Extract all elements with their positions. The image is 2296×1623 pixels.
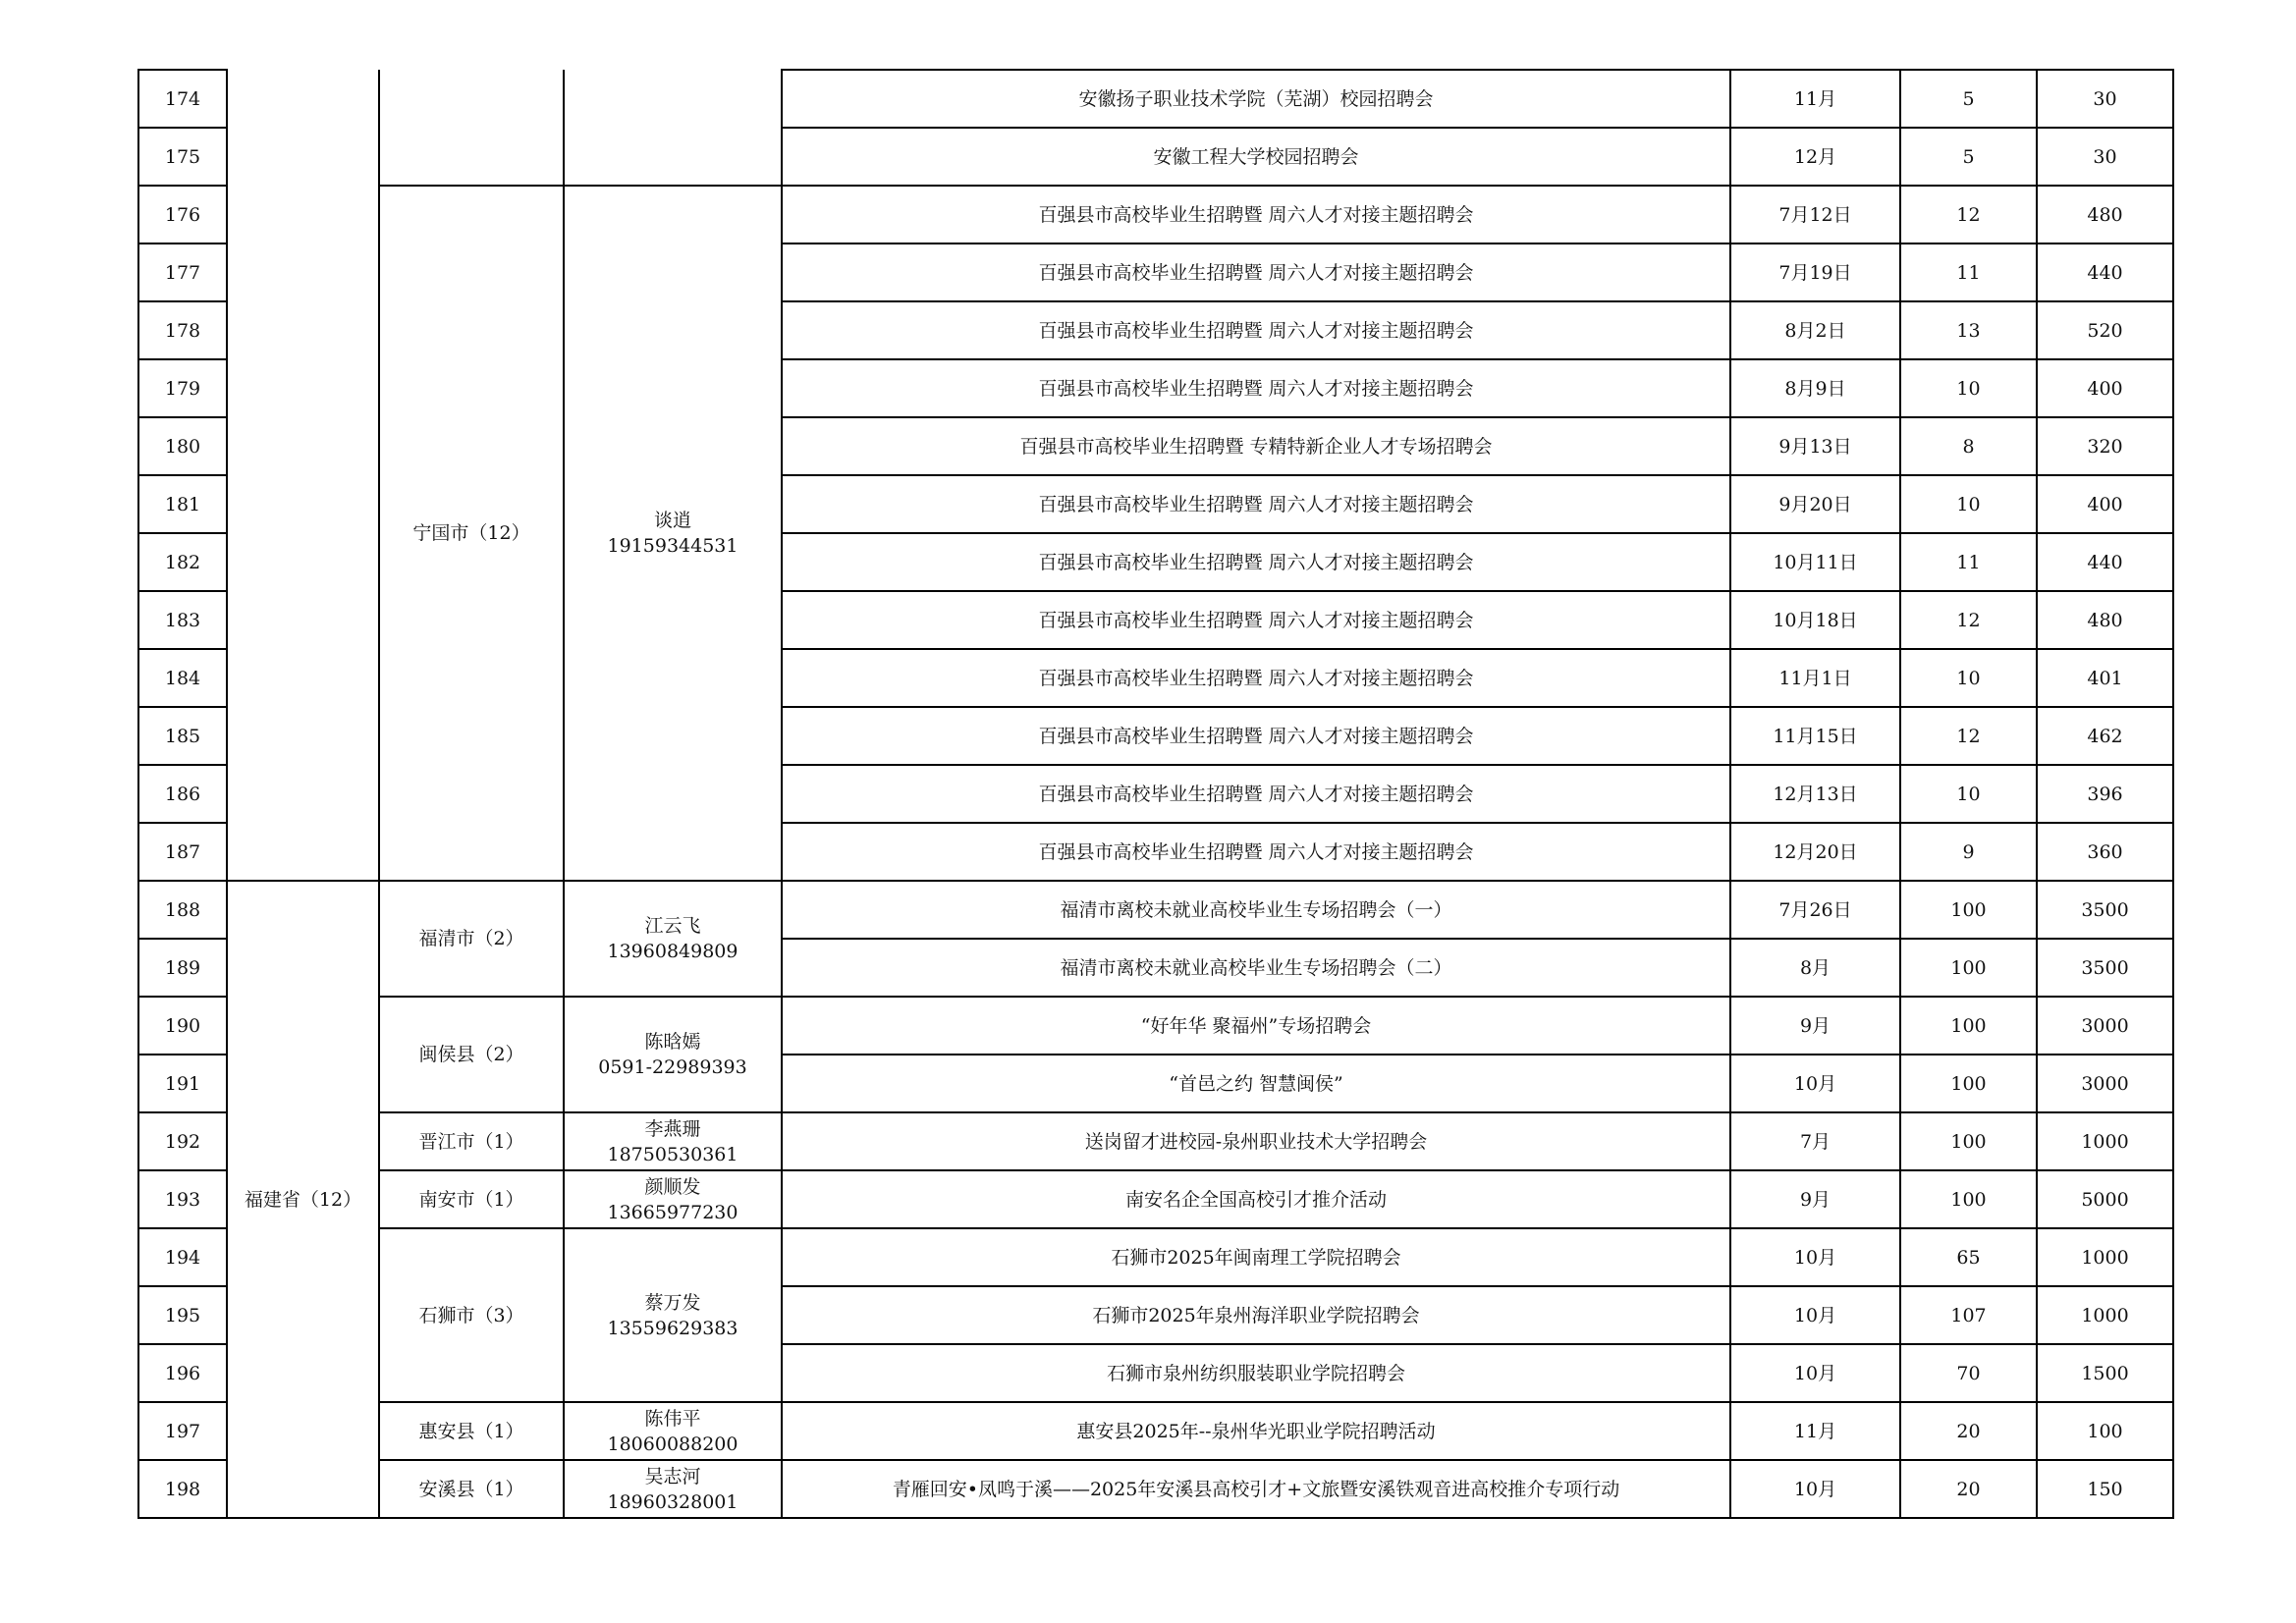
fair-title: 百强县市高校毕业生招聘暨 周六人才对接主题招聘会 <box>782 475 1730 533</box>
company-count: 20 <box>1900 1460 2037 1518</box>
city-cell: 福清市（2） <box>379 881 564 997</box>
fair-date: 8月 <box>1730 939 1900 997</box>
company-count: 100 <box>1900 1112 2037 1170</box>
contact-phone: 0591-22989393 <box>598 1056 747 1078</box>
fair-date: 10月18日 <box>1730 591 1900 649</box>
company-count: 12 <box>1900 707 2037 765</box>
table-row <box>138 1402 2173 1460</box>
contact-name: 谈逍 <box>653 510 691 531</box>
contact-phone: 13960849809 <box>607 941 738 962</box>
city-cell: 宁国市（12） <box>379 186 564 881</box>
contact-name: 陈伟平 <box>644 1407 701 1430</box>
city-cell: 南安市（1） <box>379 1170 564 1228</box>
province-cell <box>227 70 379 881</box>
company-count: 10 <box>1900 765 2037 823</box>
contact-name: 李燕珊 <box>644 1117 701 1140</box>
job-count: 30 <box>2037 128 2173 186</box>
job-count: 400 <box>2037 359 2173 417</box>
row-number: 187 <box>138 823 227 881</box>
contact-phone: 18960328001 <box>607 1490 738 1513</box>
table-row <box>138 1112 2173 1170</box>
company-count: 12 <box>1900 186 2037 243</box>
city-cell: 石狮市（3） <box>379 1228 564 1402</box>
row-number: 177 <box>138 243 227 301</box>
row-number: 186 <box>138 765 227 823</box>
job-count: 396 <box>2037 765 2173 823</box>
row-number: 178 <box>138 301 227 359</box>
contact-cell <box>564 1460 782 1518</box>
job-count: 462 <box>2037 707 2173 765</box>
job-count: 320 <box>2037 417 2173 475</box>
fair-title: 安徽扬子职业技术学院（芜湖）校园招聘会 <box>782 70 1730 128</box>
company-count: 13 <box>1900 301 2037 359</box>
table-row <box>138 186 2173 243</box>
row-number: 174 <box>138 70 227 128</box>
row-number: 188 <box>138 881 227 939</box>
contact-phone: 19159344531 <box>607 535 738 557</box>
city-cell: 闽侯县（2） <box>379 997 564 1112</box>
job-count: 480 <box>2037 186 2173 243</box>
job-count: 400 <box>2037 475 2173 533</box>
row-number: 196 <box>138 1344 227 1402</box>
job-count: 440 <box>2037 533 2173 591</box>
job-count: 1000 <box>2037 1286 2173 1344</box>
fair-date: 9月 <box>1730 997 1900 1055</box>
job-count: 5000 <box>2037 1170 2173 1228</box>
row-number: 195 <box>138 1286 227 1344</box>
fair-date: 11月 <box>1730 70 1900 128</box>
company-count: 100 <box>1900 881 2037 939</box>
company-count: 11 <box>1900 533 2037 591</box>
row-number: 182 <box>138 533 227 591</box>
fair-date: 12月13日 <box>1730 765 1900 823</box>
job-count: 3500 <box>2037 881 2173 939</box>
table-row <box>138 1228 2173 1286</box>
contact-name: 颜顺发 <box>644 1175 701 1198</box>
contact-cell <box>564 70 782 186</box>
job-count: 100 <box>2037 1402 2173 1460</box>
fair-date: 7月26日 <box>1730 881 1900 939</box>
fair-title: 惠安县2025年--泉州华光职业学院招聘活动 <box>782 1402 1730 1460</box>
fair-date: 7月19日 <box>1730 243 1900 301</box>
fair-title: 石狮市2025年泉州海洋职业学院招聘会 <box>782 1286 1730 1344</box>
table-row <box>138 881 2173 939</box>
fair-date: 8月2日 <box>1730 301 1900 359</box>
fair-date: 11月15日 <box>1730 707 1900 765</box>
row-number: 191 <box>138 1055 227 1112</box>
fair-title: 百强县市高校毕业生招聘暨 周六人才对接主题招聘会 <box>782 243 1730 301</box>
job-fair-table <box>137 69 2174 1519</box>
contact-cell <box>564 881 782 997</box>
fair-date: 12月 <box>1730 128 1900 186</box>
company-count: 70 <box>1900 1344 2037 1402</box>
company-count: 11 <box>1900 243 2037 301</box>
fair-title: 福清市离校未就业高校毕业生专场招聘会（一） <box>782 881 1730 939</box>
fair-date: 9月20日 <box>1730 475 1900 533</box>
job-count: 401 <box>2037 649 2173 707</box>
fair-title: 百强县市高校毕业生招聘暨 周六人才对接主题招聘会 <box>782 765 1730 823</box>
row-number: 184 <box>138 649 227 707</box>
fair-title: “好年华 聚福州”专场招聘会 <box>782 997 1730 1055</box>
company-count: 9 <box>1900 823 2037 881</box>
contact-cell <box>564 1170 782 1228</box>
company-count: 100 <box>1900 997 2037 1055</box>
company-count: 10 <box>1900 359 2037 417</box>
job-count: 480 <box>2037 591 2173 649</box>
job-count: 1500 <box>2037 1344 2173 1402</box>
company-count: 65 <box>1900 1228 2037 1286</box>
job-count: 360 <box>2037 823 2173 881</box>
fair-date: 10月 <box>1730 1344 1900 1402</box>
contact-cell <box>564 186 782 881</box>
city-cell: 惠安县（1） <box>379 1402 564 1460</box>
fair-date: 9月13日 <box>1730 417 1900 475</box>
row-number: 197 <box>138 1402 227 1460</box>
company-count: 100 <box>1900 1055 2037 1112</box>
table-row <box>138 1170 2173 1228</box>
contact-name: 江云飞 <box>644 915 701 937</box>
company-count: 100 <box>1900 939 2037 997</box>
fair-date: 10月 <box>1730 1228 1900 1286</box>
row-number: 193 <box>138 1170 227 1228</box>
fair-title: 南安名企全国高校引才推介活动 <box>782 1170 1730 1228</box>
contact-phone: 18060088200 <box>607 1433 738 1455</box>
fair-date: 11月1日 <box>1730 649 1900 707</box>
job-count: 150 <box>2037 1460 2173 1518</box>
city-cell <box>379 70 564 186</box>
province-cell: 福建省（12） <box>227 881 379 1518</box>
company-count: 5 <box>1900 128 2037 186</box>
company-count: 10 <box>1900 475 2037 533</box>
fair-title: 百强县市高校毕业生招聘暨 周六人才对接主题招聘会 <box>782 301 1730 359</box>
row-number: 192 <box>138 1112 227 1170</box>
fair-title: 百强县市高校毕业生招聘暨 专精特新企业人才专场招聘会 <box>782 417 1730 475</box>
contact-name: 陈晗嫣 <box>644 1031 701 1053</box>
company-count: 107 <box>1900 1286 2037 1344</box>
fair-title: 百强县市高校毕业生招聘暨 周六人才对接主题招聘会 <box>782 591 1730 649</box>
fair-date: 10月 <box>1730 1286 1900 1344</box>
job-count: 3000 <box>2037 997 2173 1055</box>
fair-date: 7月 <box>1730 1112 1900 1170</box>
contact-cell <box>564 1228 782 1402</box>
job-count: 520 <box>2037 301 2173 359</box>
fair-date: 9月 <box>1730 1170 1900 1228</box>
row-number: 190 <box>138 997 227 1055</box>
company-count: 12 <box>1900 591 2037 649</box>
row-number: 175 <box>138 128 227 186</box>
fair-title: 百强县市高校毕业生招聘暨 周六人才对接主题招聘会 <box>782 823 1730 881</box>
fair-title: 百强县市高校毕业生招聘暨 周六人才对接主题招聘会 <box>782 533 1730 591</box>
job-count: 1000 <box>2037 1228 2173 1286</box>
contact-phone: 13665977230 <box>607 1201 738 1223</box>
row-number: 180 <box>138 417 227 475</box>
fair-title: 福清市离校未就业高校毕业生专场招聘会（二） <box>782 939 1730 997</box>
fair-date: 10月11日 <box>1730 533 1900 591</box>
fair-title: 青雁回安•凤鸣于溪——2025年安溪县高校引才+文旅暨安溪铁观音进高校推介专项行动 <box>782 1460 1730 1518</box>
fair-date: 10月 <box>1730 1460 1900 1518</box>
fair-date: 7月12日 <box>1730 186 1900 243</box>
company-count: 20 <box>1900 1402 2037 1460</box>
row-number: 185 <box>138 707 227 765</box>
job-count: 1000 <box>2037 1112 2173 1170</box>
row-number: 198 <box>138 1460 227 1518</box>
fair-title: 百强县市高校毕业生招聘暨 周六人才对接主题招聘会 <box>782 707 1730 765</box>
job-count: 30 <box>2037 70 2173 128</box>
contact-name: 蔡万发 <box>644 1291 701 1314</box>
row-number: 183 <box>138 591 227 649</box>
fair-title: 送岗留才进校园-泉州职业技术大学招聘会 <box>782 1112 1730 1170</box>
table-row <box>138 70 2173 128</box>
company-count: 8 <box>1900 417 2037 475</box>
fair-title: 安徽工程大学校园招聘会 <box>782 128 1730 186</box>
job-count: 440 <box>2037 243 2173 301</box>
contact-phone: 18750530361 <box>607 1143 738 1165</box>
contact-cell <box>564 1402 782 1460</box>
fair-title: “首邑之约 智慧闽侯” <box>782 1055 1730 1112</box>
company-count: 5 <box>1900 70 2037 128</box>
contact-phone: 13559629383 <box>607 1317 738 1339</box>
city-cell: 安溪县（1） <box>379 1460 564 1518</box>
row-number: 176 <box>138 186 227 243</box>
fair-title: 百强县市高校毕业生招聘暨 周六人才对接主题招聘会 <box>782 649 1730 707</box>
city-cell: 晋江市（1） <box>379 1112 564 1170</box>
fair-date: 8月9日 <box>1730 359 1900 417</box>
table-row <box>138 1460 2173 1518</box>
fair-title: 石狮市2025年闽南理工学院招聘会 <box>782 1228 1730 1286</box>
contact-name: 吴志河 <box>644 1465 701 1488</box>
fair-title: 百强县市高校毕业生招聘暨 周六人才对接主题招聘会 <box>782 186 1730 243</box>
fair-date: 10月 <box>1730 1055 1900 1112</box>
company-count: 100 <box>1900 1170 2037 1228</box>
row-number: 194 <box>138 1228 227 1286</box>
row-number: 181 <box>138 475 227 533</box>
company-count: 10 <box>1900 649 2037 707</box>
row-number: 179 <box>138 359 227 417</box>
job-count: 3000 <box>2037 1055 2173 1112</box>
contact-cell <box>564 1112 782 1170</box>
fair-title: 百强县市高校毕业生招聘暨 周六人才对接主题招聘会 <box>782 359 1730 417</box>
row-number: 189 <box>138 939 227 997</box>
contact-cell <box>564 997 782 1112</box>
fair-date: 12月20日 <box>1730 823 1900 881</box>
fair-date: 11月 <box>1730 1402 1900 1460</box>
table-row <box>138 997 2173 1055</box>
job-count: 3500 <box>2037 939 2173 997</box>
fair-title: 石狮市泉州纺织服装职业学院招聘会 <box>782 1344 1730 1402</box>
